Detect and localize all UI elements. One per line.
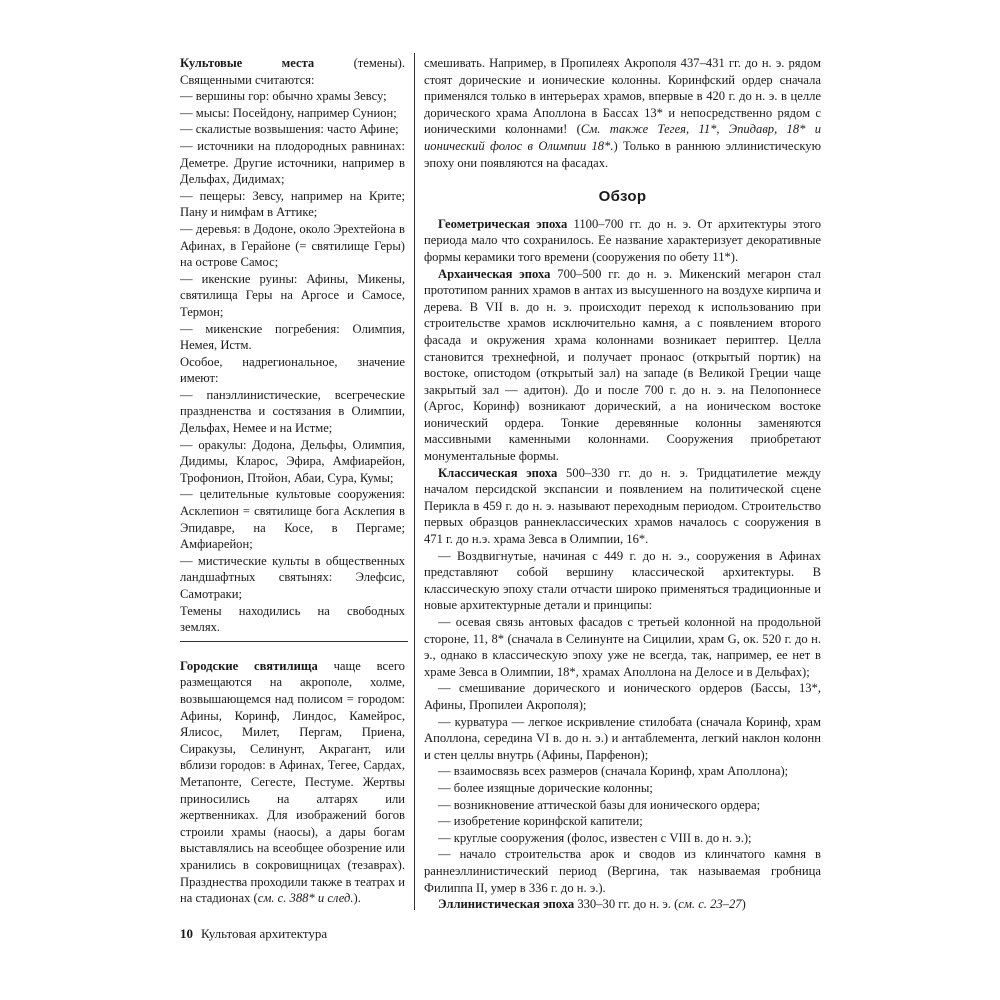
orders-continuation: смешивать. Например, в Пропилеях Акрополя 437–431 гг. до н. э. рядом стоят дорические и ионические колонны. Коринфский ордер сначала применялся только в интерьерах храмов, впервые в 420 г. до н. э. в целле дорического храма Аполлона в Бассах 13* и непосредственно рядом с ионическими колоннами! (См. также Тегея, 11*, Эпидавр, 18* и ионический фолос в Олимпии 18*.) Только в раннюю эллинистическую эпоху они появляются на фасадах. xyxy=(424,56,821,170)
list-item: — мистические культы в общественных ландшафтных святынях: Элефсис, Самотраки; xyxy=(180,553,405,601)
list-item: — целительные культовые сооружения: Асклепион = святилище бога Асклепия в Эпидавре, на Косе, в Пергаме; Амфиарейон; xyxy=(180,487,405,552)
special-significance-intro: Особое, надрегиональное, значение имеют: xyxy=(180,354,405,386)
list-item: — пещеры: Зевсу, например на Крите; Пану и нимфам в Аттике; xyxy=(180,188,405,220)
list-item: — круглые сооружения (фолос, известен с VIII в. до н. э.); xyxy=(438,830,752,845)
list-item: — деревья: в Додоне, около Эрехтейона в Афинах, в Герайоне (= святилище Геры) на острове Самос; xyxy=(180,221,405,270)
right-column xyxy=(424,55,821,913)
list-item: — начало строительства арок и сводов из клинчатого камня в раннеэллинистический период (Вергина, так называемая гробница Филиппа II, умер в 336 г. до н. э.). xyxy=(424,847,821,895)
left-column xyxy=(180,55,405,907)
section-title: Обзор xyxy=(598,188,647,206)
urban-sanctuaries-heading: Городские святилища xyxy=(180,658,318,673)
urban-sanctuaries-paragraph: Городские святилища чаще всего размещаются на акрополе, холме, возвышающемся над полисом = городом: Афины, Коринф, Линдос, Камейрос, Ялисос, Милет, Пергам, Приена, Сиракузы, Селинунт, Акрагант, или вблизи городов: в Афинах, Тегее, Сардах, Метапонте, Сегесте, Пестуме. Жертвы приносились на алтарях или жертвенниках. Для изображений богов строили храмы (наосы), а дары богам выставлялись на всеобщее обозрение или хранились в сокровищницах (тезаврах). Празднества проходили также в театрах и на стадионах (см. с. 388* и след.). xyxy=(180,658,405,906)
list-item: — скалистые возвышения: часто Афине; xyxy=(180,122,399,137)
era-heading: Геометрическая эпоха xyxy=(438,216,568,231)
list-item: — источники на плодородных равнинах: Деметре. Другие источники, например в Дельфах, Дидимах; xyxy=(180,138,405,187)
archaic-era-paragraph: Архаическая эпоха 700–500 гг. до н. э. Микенский мегарон стал прототипом ранних храмов в антах из высушенного на воздухе кирпича и дерева. В VII в. до н. э. происходит переход к использованию при строительстве храмов исключительно камня, а с появлением второго фасада и окружения храма колоннами возникает периптер. Целла становится трехнефной, и получает пронаос (открытый портик) на востоке, опистодом (открытый зал) на западе (в Великой Греции чаще закрытый зал — адитон). До и после 700 г. до н. э. на Пелопоннесе (Аргос, Коринф) возникают дорический, а на ионическом востоке ионический ордера. Тонкие деревянные колонны заменяются массивными каменными колоннами. Сооружения приобретают монументальные формы. xyxy=(424,266,822,464)
column-divider xyxy=(414,53,415,910)
cross-reference: см. с. 388* и след. xyxy=(257,891,354,906)
list-item: — изобретение коринфской капители; xyxy=(438,814,643,829)
cult-places-intro: Культовые места (темены). Священными считаются: xyxy=(180,56,405,87)
era-heading: Эллинистическая эпоха xyxy=(438,897,575,912)
classical-era-paragraph: Классическая эпоха 500–330 гг. до н. э. Тридцатилетие между началом персидской экспансии и появлением на политической сцене Перикла в 459 г. до н. э. называют переходным периодом. Строительство первых образцов раннеклассических храмов началось с сооружения в 471 г. до н.э. храма Зевса в Олимпии, 16*. xyxy=(424,465,821,547)
page-number: 10 xyxy=(180,926,193,941)
special-significance-list xyxy=(180,387,405,603)
list-item: — икенские руины: Афины, Микены, святилища Геры на Аргосе и Самосе, Термон; xyxy=(180,271,405,319)
list-item: — возникновение аттической базы для ионического ордера; xyxy=(438,797,761,812)
list-item: — более изящные дорические колонны; xyxy=(438,780,653,795)
geometric-era-paragraph: Геометрическая эпоха 1100–700 гг. до н. э. От архитектуры этого периода мало что сохранилось. Ее название характеризует декоративные формы керамики того времени (сооружения по обету 11*). xyxy=(424,216,821,264)
era-heading: Классическая эпоха xyxy=(438,465,558,480)
list-item: — микенские погребения: Олимпия, Немея, Истм. xyxy=(180,321,405,353)
running-title: Культовая архитектура xyxy=(201,926,328,941)
list-item: — мысы: Посейдону, например Сунион; xyxy=(180,105,397,120)
classical-features-list xyxy=(424,548,821,896)
era-heading: Архаическая эпоха xyxy=(438,266,551,281)
hellenistic-era-paragraph: Эллинистическая эпоха 330–30 гг. до н. э. (см. с. 23–27) xyxy=(438,897,746,912)
list-item: — курватура — легкое искривление стилобата (сначала Коринф, храм Аполлона, середина VI в. до н. э.) и антаблемента, легкий наклон колонн и стен целлы внутрь (Афины, Парфенон); xyxy=(424,714,821,762)
cult-places-heading: Культовые места xyxy=(180,56,315,70)
list-item: — вершины гор: обычно храмы Зевсу; xyxy=(180,89,387,104)
cult-places-list xyxy=(180,88,405,354)
page-footer xyxy=(180,926,327,942)
list-item: — осевая связь антовых фасадов с третьей колонной на продольной стороне, 11, 8* (сначала в Селинунте на Сицилии, храм G, ок. 520 г. до н. э., однако в классическую эпоху уже не всегда, так, например, ее нет в храме Зевса в Олимпии, 18*, храмах Аполлона на Делосе и в Дельфах); xyxy=(424,615,821,679)
cross-reference: См. также Тегея, 11*, Эпидавр, 18* и ионический фолос в Олимпии 18*. xyxy=(424,122,821,153)
cross-reference: см. с. 23–27 xyxy=(678,897,742,912)
temenos-note: Темены находились на свободных землях. xyxy=(180,603,405,635)
list-item: — взаимосвязь всех размеров (сначала Коринф, храм Аполлона); xyxy=(438,764,789,779)
list-item: — оракулы: Додона, Дельфы, Олимпия, Дидимы, Кларос, Эфира, Амфиарейон, Трофонион, Птойон, Абаи, Сура, Кумы; xyxy=(180,437,405,485)
left-column-divider xyxy=(180,641,408,642)
list-item: — панэллинистические, всегреческие праздненства и состязания в Олимпии, Дельфах, Немее и на Истме; xyxy=(180,387,405,436)
list-item: — смешивание дорического и ионического ордеров (Бассы, 13*, Афины, Пропилеи Акрополя); xyxy=(424,681,821,712)
list-item: — Воздвигнутые, начиная с 449 г. до н. э., сооружения в Афинах представляют собой вершину классической архитектуры. В классическую эпоху стали отчасти широко применяться традиционные и новые архитектурные детали и принципы: xyxy=(424,548,821,613)
